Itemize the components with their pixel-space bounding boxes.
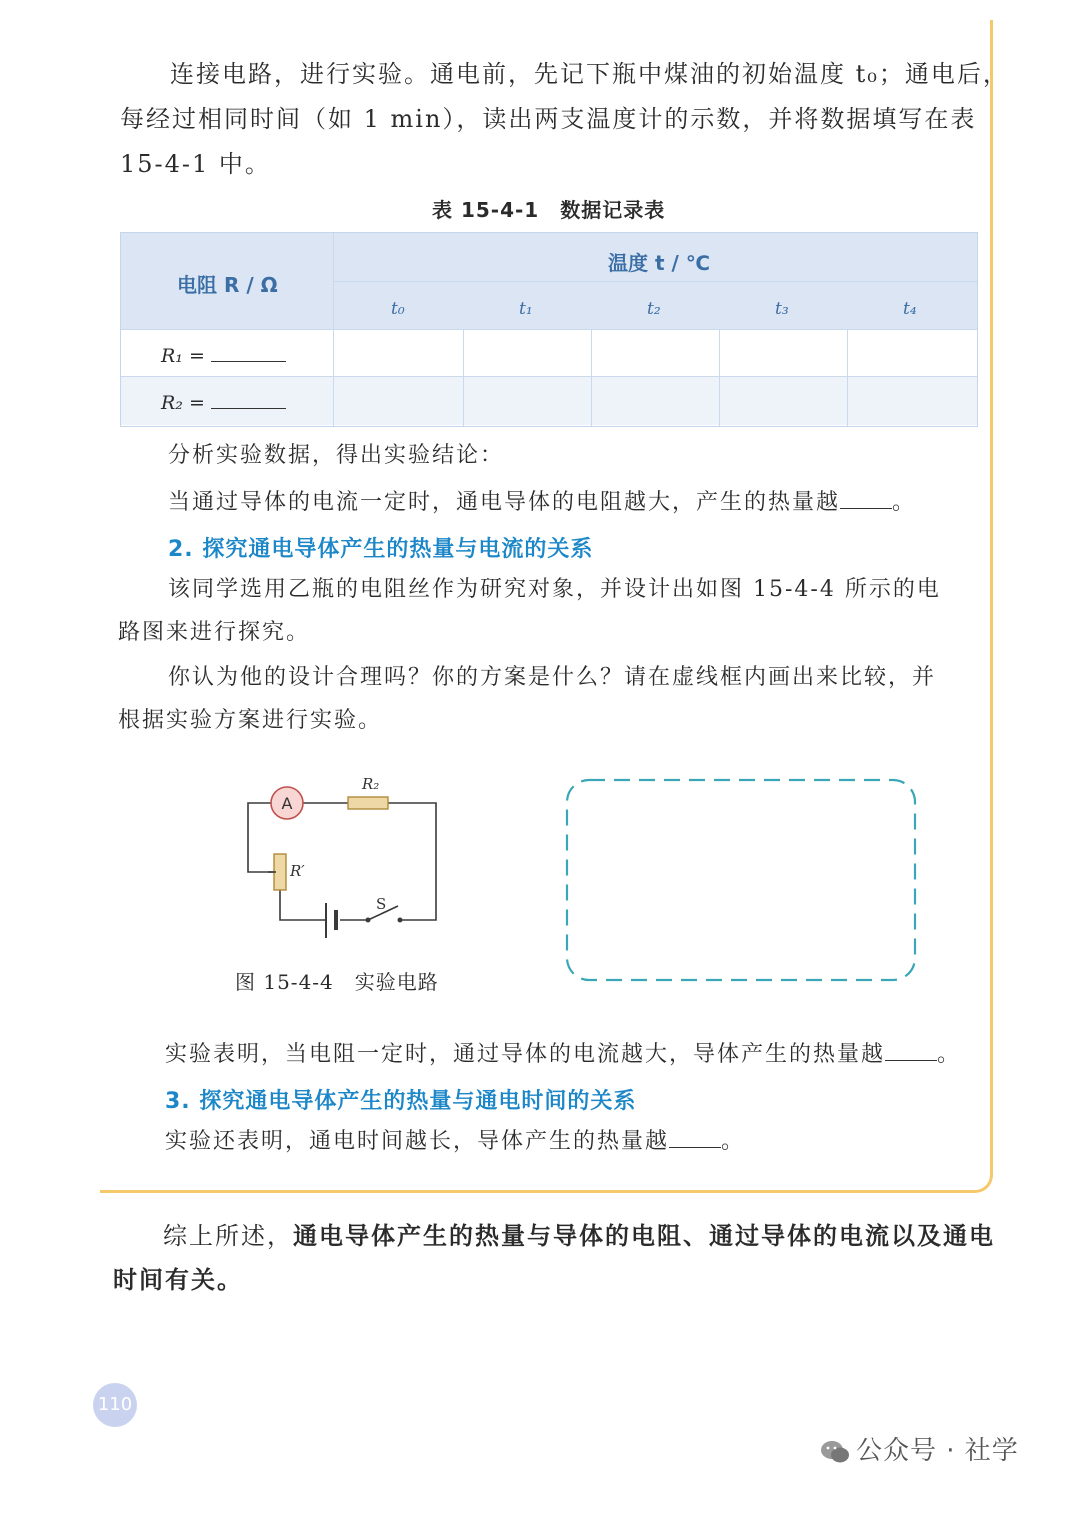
figure-caption: 图 15-4-4 实验电路 — [235, 970, 439, 994]
table-divider — [463, 329, 464, 426]
row-r2-label: R₂ = — [161, 392, 211, 414]
result-2-text: 实验表明，当电阻一定时，通过导体的电流越大，导体产生的热量越 — [165, 1042, 886, 1067]
r1-blank[interactable] — [211, 341, 286, 362]
table-divider — [847, 329, 848, 426]
section-2-p1-line1: 该同学选用乙瓶的电阻丝作为研究对象，并设计出如图 15-4-4 所示的电 — [168, 577, 941, 602]
temperature-header: 温度 t / ℃ — [608, 251, 710, 275]
section-3-text — [165, 1127, 745, 1155]
column-t3: t₃ — [775, 299, 789, 319]
column-t2: t₂ — [647, 299, 661, 319]
section-2-p2-line2: 根据实验方案进行实验。 — [118, 708, 383, 733]
section-2-heading: 2. 探究通电导体产生的热量与电流的关系 — [168, 537, 594, 562]
table-divider — [719, 329, 720, 426]
section-2-p1-line2: 路图来进行探究。 — [118, 620, 311, 645]
result-2 — [165, 1040, 961, 1068]
watermark — [820, 1430, 1019, 1467]
column-t0: t₀ — [391, 299, 405, 319]
resistor-r2 — [348, 797, 388, 809]
section-2-p2-line1: 你认为他的设计合理吗？你的方案是什么？请在虚线框内画出来比较，并 — [168, 665, 937, 690]
data-table — [120, 232, 978, 427]
section-3-heading: 3. 探究通电导体产生的热量与通电时间的关系 — [165, 1089, 637, 1114]
summary-bold-1: 通电导体产生的热量与导体的电阻、通过导体的电流以及通电 — [293, 1222, 995, 1250]
intro-line-1: 连接电路，进行实验。通电前，先记下瓶中煤油的初始温度 t₀；通电后， — [170, 60, 1009, 88]
wire-left — [248, 803, 277, 872]
analysis-end: 。 — [892, 490, 917, 515]
table-divider — [121, 329, 977, 330]
r2-blank[interactable] — [211, 388, 286, 409]
circuit-diagram — [230, 770, 460, 950]
section-3-blank[interactable] — [669, 1127, 721, 1148]
summary-line-1 — [163, 1222, 995, 1251]
analysis-line-1: 分析实验数据，得出实验结论： — [168, 443, 505, 468]
intro-line-2: 每经过相同时间（如 1 min），读出两支温度计的示数，并将数据填写在表 — [120, 105, 977, 133]
resistance-header: 电阻 R / Ω — [177, 273, 278, 297]
r2-label: R₂ — [362, 775, 380, 793]
watermark-text: 公众号 · 社学 — [856, 1436, 1019, 1466]
rprime-label: R′ — [290, 862, 305, 880]
switch-contact — [398, 918, 403, 923]
page-number: 110 — [93, 1383, 137, 1427]
analysis-blank[interactable] — [840, 488, 892, 509]
table-divider — [121, 376, 977, 377]
row-r2 — [161, 388, 286, 414]
result-2-end: 。 — [937, 1042, 962, 1067]
table-divider — [333, 281, 977, 282]
wire-bottom-left — [280, 890, 326, 920]
row-r1-label: R₁ = — [161, 345, 211, 367]
wechat-icon — [820, 1439, 850, 1465]
summary-lead: 综上所述， — [163, 1222, 293, 1250]
switch-pivot — [366, 918, 371, 923]
analysis-line-2 — [168, 488, 916, 516]
table-divider — [591, 329, 592, 426]
ammeter-label: A — [281, 794, 293, 813]
summary-line-2: 时间有关。 — [113, 1266, 243, 1294]
section-3-end: 。 — [721, 1129, 746, 1154]
column-t4: t₄ — [903, 299, 917, 319]
section-3-body: 实验还表明，通电时间越长，导体产生的热量越 — [165, 1129, 670, 1154]
intro-line-3: 15-4-1 中。 — [120, 150, 271, 178]
wire-right — [388, 803, 436, 920]
drawing-box[interactable] — [562, 775, 922, 987]
table-caption: 表 15-4-1 数据记录表 — [432, 198, 666, 222]
column-t1: t₁ — [519, 299, 533, 319]
row-r1 — [161, 341, 286, 367]
switch-label: S — [376, 895, 387, 913]
result-2-blank[interactable] — [885, 1040, 937, 1061]
analysis-text: 当通过导体的电流一定时，通电导体的电阻越大，产生的热量越 — [168, 490, 841, 515]
